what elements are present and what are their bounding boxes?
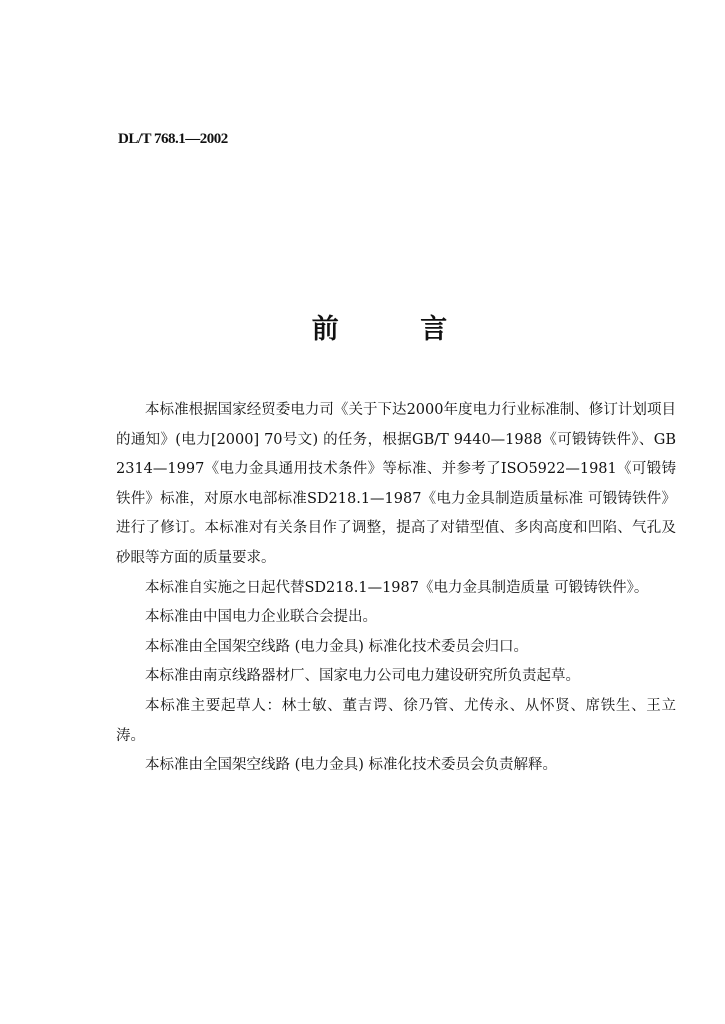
- paragraph-interpretation: 本标准由全国架空线路 (电力金具) 标准化技术委员会负责解释。: [145, 757, 558, 774]
- paragraph-drafters: 本标准主要起草人：林士敏、董吉谔、徐乃管、尤传永、从怀贤、席铁生、王立涛。: [116, 697, 676, 744]
- page-title: 前 言: [311, 314, 484, 345]
- standard-code: DL/T 768.1—2002: [118, 131, 228, 147]
- paragraph-proposed-by: 本标准由中国电力企业联合会提出。: [145, 609, 377, 626]
- paragraph-drafted-by: 本标准由南京线路器材厂、国家电力公司电力建设研究所负责起草。: [145, 668, 580, 685]
- paragraph-centralized-by: 本标准由全国架空线路 (电力金具) 标准化技术委员会归口。: [145, 638, 529, 655]
- paragraph-replaces: 本标准自实施之日起代替SD218.1—1987《电力金具制造质量 可锻铸铁件》。: [145, 579, 649, 596]
- foreword-body: [116, 396, 676, 781]
- paragraph-basis: 本标准根据国家经贸委电力司《关于下达2000年度电力行业标准制、修订计划项目的通知》(电力[2000] 70号文) 的任务，根据GB/T 9440—1988《可锻铸铁件》、GB2314—1997《电力金具通用技术条件》等标准、并参考了ISO5922—1981《可锻铸铁件》标准，对原水电部标准SD218.1—1987《电力金具制造质量标准 可锻铸铁件》进行了修订。本标准对有关条目作了调整，提高了对错型值、多肉高度和凹陷、气孔及砂眼等方面的质量要求。: [116, 402, 676, 566]
